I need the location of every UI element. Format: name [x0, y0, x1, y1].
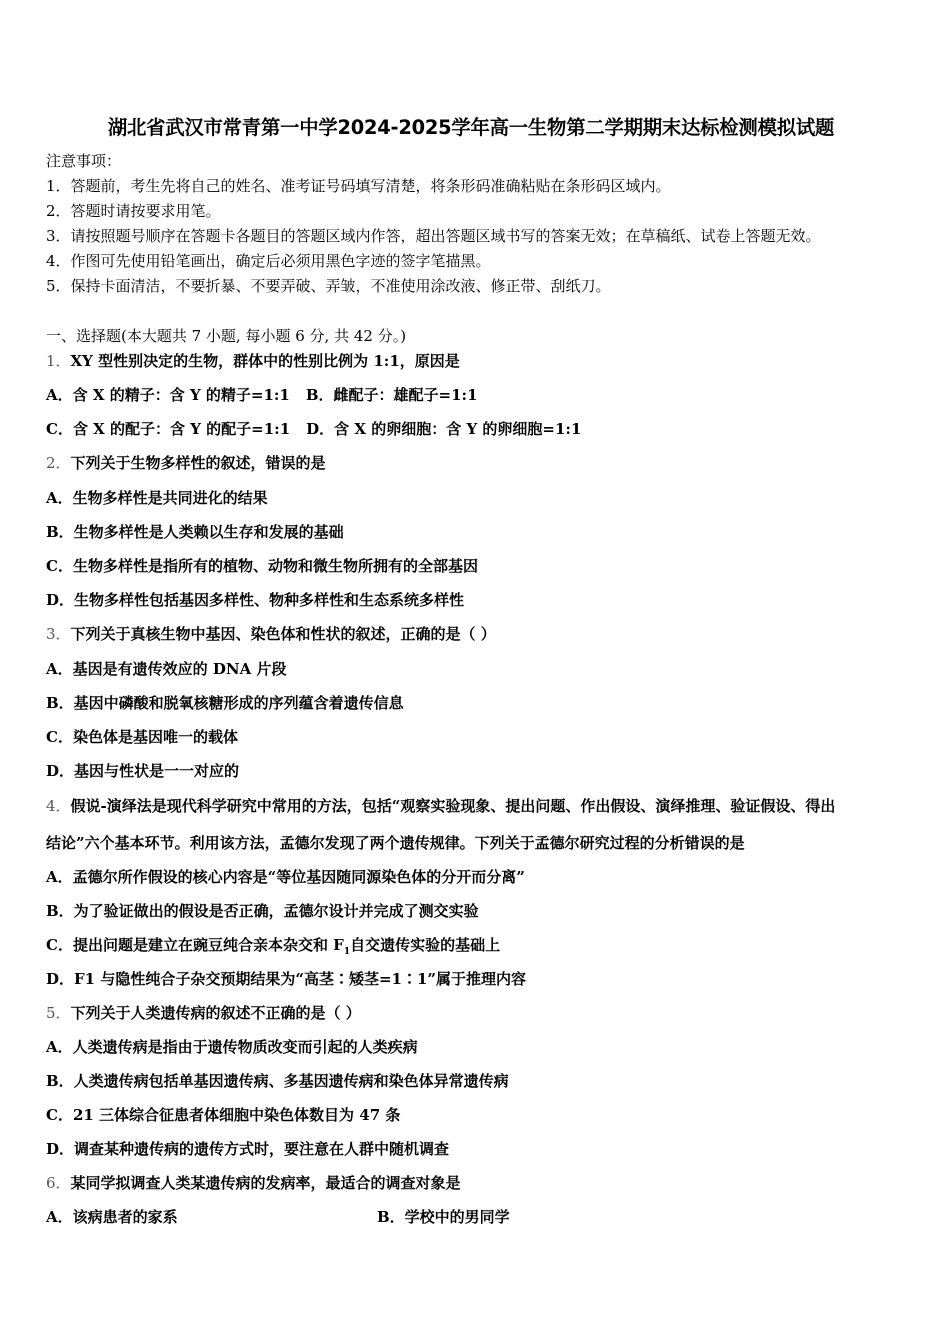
question-2-option-c: C．生物多样性是指所有的植物、动物和微生物所拥有的全部基因	[46, 557, 478, 575]
option-text: 自交遗传实验的基础上	[350, 936, 501, 954]
exam-title: 湖北省武汉市常青第一中学2024-2025学年高一生物第二学期期末达标检测模拟试题	[107, 116, 835, 139]
question-1-stem	[46, 351, 460, 371]
question-3-stem	[46, 624, 496, 644]
question-number: 6．	[46, 1174, 71, 1192]
question-2-option-a: A．生物多样性是共同进化的结果	[46, 489, 268, 507]
notice-item-2: 2．答题时请按要求用笔。	[46, 202, 221, 220]
question-4-option-a: A．孟德尔所作假设的核心内容是“等位基因随同源染色体的分开而分离”	[46, 868, 525, 886]
notice-heading: 注意事项：	[46, 152, 122, 170]
question-4-option-d: D．F1 与隐性纯合子杂交预期结果为“高茎∶矮茎=1∶1”属于推理内容	[46, 970, 527, 988]
notice-item-1: 1．答题前，考生先将自己的姓名、准考证号码填写清楚，将条形码准确粘贴在条形码区域内。	[46, 177, 671, 195]
question-4-option-b: B．为了验证做出的假设是否正确，孟德尔设计并完成了测交实验	[46, 902, 479, 920]
question-3-option-a: A．基因是有遗传效应的 DNA 片段	[46, 660, 287, 678]
question-text: 下列关于人类遗传病的叙述不正确的是（ ）	[70, 1004, 361, 1022]
question-5-option-d: D．调查某种遗传病的遗传方式时，要注意在人群中随机调查	[46, 1140, 450, 1158]
question-2-option-b: B．生物多样性是人类赖以生存和发展的基础	[46, 523, 344, 541]
section-heading: 一、选择题(本大题共 7 小题, 每小题 6 分, 共 42 分。)	[46, 327, 407, 345]
option-d: D．含 X 的卵细胞：含 Y 的卵细胞=1:1	[306, 420, 582, 438]
subscript: 1	[343, 947, 351, 957]
question-1-options-row-2	[46, 419, 581, 439]
option-c: C．含 X 的配子：含 Y 的配子=1:1	[46, 420, 291, 438]
question-6-option-a: A．该病患者的家系	[46, 1208, 178, 1226]
option-b: B．雌配子：雄配子=1:1	[305, 386, 478, 404]
question-6-option-b: B．学校中的男同学	[377, 1208, 510, 1226]
question-6-stem	[46, 1173, 461, 1193]
question-5-stem	[46, 1003, 361, 1023]
notice-item-3: 3．请按照题号顺序在答题卡各题目的答题区域内作答，超出答题区域书写的答案无效；在草稿纸、试卷上答题无效。	[46, 227, 821, 245]
option-text: C．提出问题是建立在豌豆纯合亲本杂交和 F	[46, 936, 344, 954]
question-3-option-d: D．基因与性状是一一对应的	[46, 762, 240, 780]
question-text: 某同学拟调查人类某遗传病的发病率，最适合的调查对象是	[70, 1174, 461, 1192]
question-5-option-a: A．人类遗传病是指由于遗传物质改变而引起的人类疾病	[46, 1038, 418, 1056]
question-2-stem	[46, 453, 326, 473]
question-text: 下列关于生物多样性的叙述，错误的是	[70, 454, 326, 472]
question-number: 4．	[46, 797, 71, 815]
notice-item-4: 4．作图可先使用铅笔画出，确定后必须用黑色字迹的签字笔描黑。	[46, 252, 491, 270]
question-4-option-c	[46, 935, 500, 962]
question-4-stem	[46, 796, 835, 816]
option-a: A．含 X 的精子：含 Y 的精子=1:1	[46, 386, 290, 404]
question-text: 假说-演绎法是现代科学研究中常用的方法，包括“观察实验现象、提出问题、作出假设、演绎推理、验证假设、得出	[70, 797, 836, 815]
question-3-option-c: C．染色体是基因唯一的载体	[46, 728, 238, 746]
question-2-option-d: D．生物多样性包括基因多样性、物种多样性和生态系统多样性	[46, 591, 465, 609]
question-5-option-c: C．21 三体综合征患者体细胞中染色体数目为 47 条	[46, 1106, 401, 1124]
question-text: 下列关于真核生物中基因、染色体和性状的叙述，正确的是（ ）	[70, 625, 496, 643]
question-text: XY 型性别决定的生物，群体中的性别比例为 1:1，原因是	[70, 352, 460, 370]
question-1-options-row-1	[46, 385, 478, 405]
question-4-stem-cont: 结论”六个基本环节。利用该方法，孟德尔发现了两个遗传规律。下列关于孟德尔研究过程的分析错误的是	[46, 834, 745, 852]
question-5-option-b: B．人类遗传病包括单基因遗传病、多基因遗传病和染色体异常遗传病	[46, 1072, 509, 1090]
question-3-option-b: B．基因中磷酸和脱氧核糖形成的序列蕴含着遗传信息	[46, 694, 404, 712]
question-number: 1．	[46, 352, 71, 370]
question-number: 5．	[46, 1004, 71, 1022]
question-number: 3．	[46, 625, 71, 643]
notice-item-5: 5．保持卡面清洁，不要折暴、不要弄破、弄皱，不准使用涂改液、修正带、刮纸刀。	[46, 277, 611, 295]
question-number: 2．	[46, 454, 71, 472]
